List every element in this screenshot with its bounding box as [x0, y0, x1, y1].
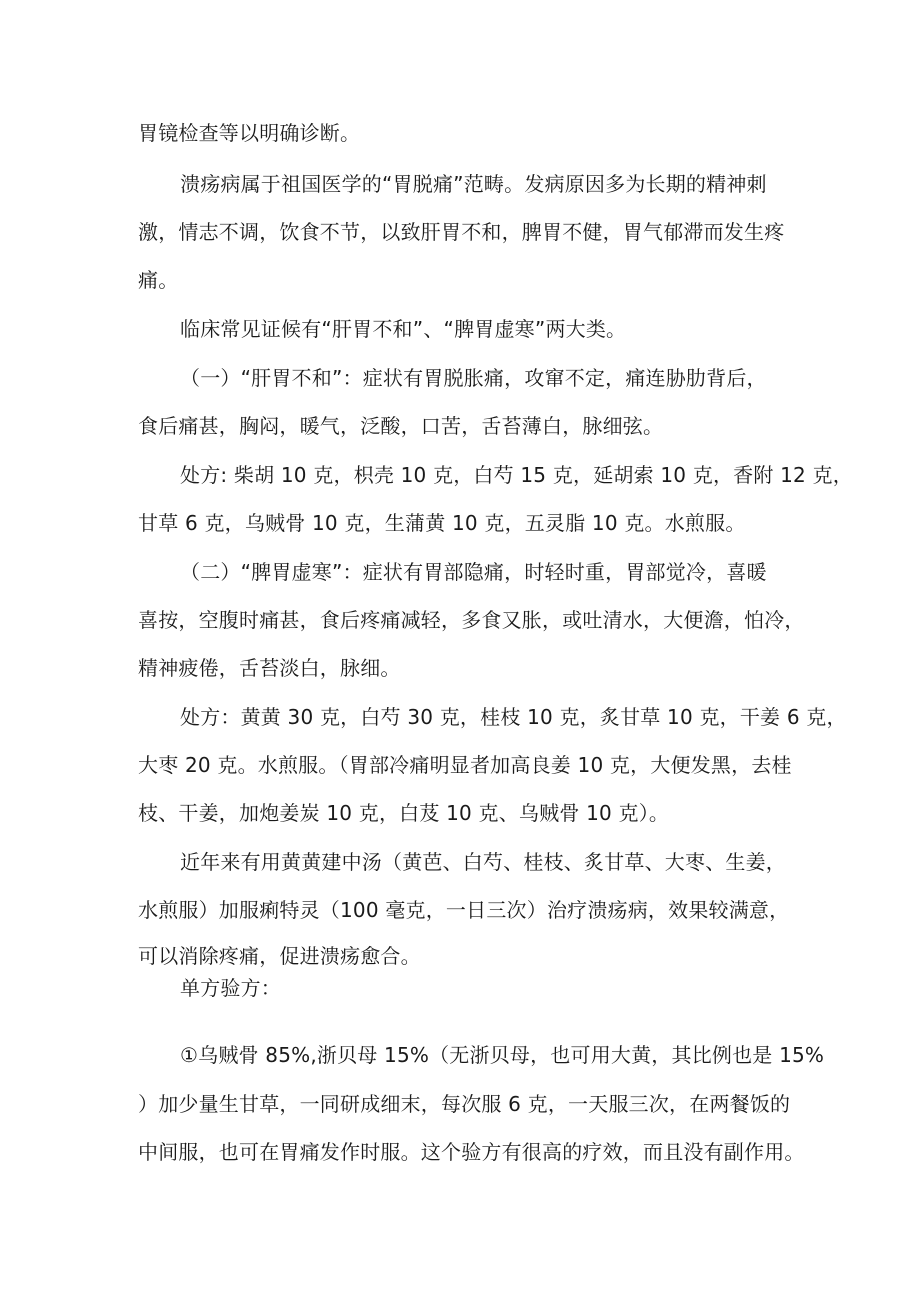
text-line: 食后痛甚，胸闷，暖气，泛酸，口苦，舌苔薄白，脉细弦。: [138, 414, 664, 438]
text-line: （一）“肝胃不和”：症状有胃脱胀痛，攻窜不定，痛连胁肋背后，: [180, 366, 767, 390]
text-line: 胃镜检查等以明确诊断。: [138, 121, 361, 145]
text-line: 痛。: [138, 268, 179, 292]
text-line: 近年来有用黄黄建中汤（黄芭、白芍、桂枝、炙甘草、大枣、生姜，: [180, 850, 786, 874]
text-line: 精神疲倦，舌苔淡白，脉细。: [138, 656, 401, 680]
text-line: 水煎服）加服痢特灵（100 毫克，一日三次）治疗溃疡病，效果较满意，: [138, 898, 790, 922]
text-line: （二）“脾胃虚寒”：症状有胃部隐痛，时轻时重，胃部觉冷，喜暖: [180, 560, 767, 584]
text-line: 喜按，空腹时痛甚，食后疼痛减轻，多食又胀，或吐清水，大便澹，怕冷，: [138, 608, 805, 632]
text-line: 大枣 20 克。水煎服。（胃部冷痛明显者加高良姜 10 克，大便发黑，去桂: [138, 753, 792, 777]
text-line: 激，情志不调，饮食不节，以致肝胃不和，脾胃不健，胃气郁滞而发生疼: [138, 220, 785, 244]
text-line: 处方：黄黄 30 克，白芍 30 克，桂枝 10 克，炙甘草 10 克，干姜 6 克，: [180, 705, 847, 729]
text-line: 处方: 柴胡 10 克，枳壳 10 克，白芍 15 克，延胡索 10 克，香附 12 克，: [180, 463, 853, 487]
text-line: ）加少量生甘草，一同研成细末，每次服 6 克，一天服三次，在两餐饭的: [138, 1092, 791, 1116]
text-line: 可以消除疼痛，促进溃疡愈合。: [138, 944, 421, 968]
text-line: 溃疡病属于祖国医学的“胃脱痛”范畴。发病原因多为长期的精神刺: [180, 172, 767, 196]
text-line: 枝、干姜，加炮姜炭 10 克，白芨 10 克、乌贼骨 10 克）。: [138, 801, 670, 825]
text-line: ①乌贼骨 85%,浙贝母 15%（无浙贝母，也可用大黄，其比例也是 15%: [180, 1043, 825, 1067]
text-line: 单方验方：: [180, 976, 281, 1000]
text-line: 甘草 6 克，乌贼骨 10 克，生蒲黄 10 克，五灵脂 10 克。水煎服。: [138, 511, 746, 535]
text-line: 临床常见证候有“肝胃不和”、“脾胃虚寒”两大类。: [180, 317, 627, 341]
text-line: 中间服，也可在胃痛发作时服。这个验方有很高的疗效，而且没有副作用。: [138, 1140, 805, 1164]
